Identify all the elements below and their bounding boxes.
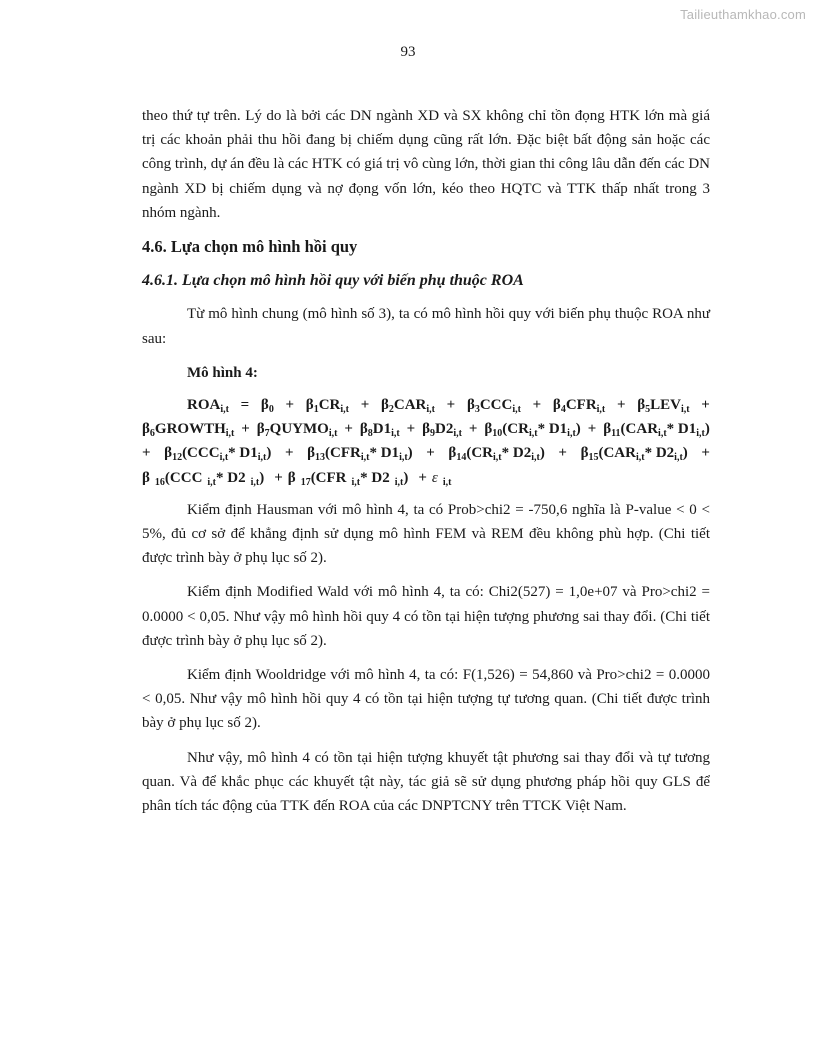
formula-term: $\beta_{12}(CCC_{i,t}*$ $D1_{i,t}$) [164, 445, 272, 464]
formula-term: $\beta_5LEV_{i,t}$ [637, 397, 690, 416]
formula-operator: + [274, 469, 283, 486]
watermark: Tailieuthamkhao.com [680, 7, 806, 22]
formula-term: $\beta_7QUYMO_{i,t}$ [256, 421, 338, 440]
formula-term: β $_{17}$(CFR $_{i,t}$* D2 $_{i,t}$) [287, 469, 409, 488]
formula-term: $\beta_9D2_{i,t}$ [422, 421, 462, 440]
formula-line [142, 441, 710, 465]
formula-term: $\beta_4CFR_{i,t}$ [552, 397, 606, 416]
formula-term: $\beta_3CCC_{i,t}$ [466, 397, 521, 416]
formula-operator: + [446, 397, 456, 414]
paragraph-conclusion: Như vậy, mô hình 4 có tồn tại hiện tượng khuyết tật phương sai thay đổi và tự tương quan. Và để khắc phục các khuyết tật này, tác giả sẽ sử dụng phương pháp hồi quy GLS để phân tích tác động của TTK đến ROA của các DNPTCNY trên TTCK Việt Nam. [142, 749, 710, 815]
page-number: 93 [400, 44, 416, 60]
formula-term: $\beta_8D1_{i,t}$ [359, 421, 400, 440]
paragraph-wooldridge-test: Kiểm định Wooldridge với mô hình 4, ta có: F(1,526) = 54,860 và Pro>chi2 = 0.0000 < 0,05. Như vậy mô hình hồi quy 4 có tồn tại hiện tượng tự tương quan. (Chi tiết được trình bày ở phụ lục số 2). [142, 667, 710, 732]
paragraph-wald-test: Kiểm định Modified Wald với mô hình 4, ta có: Chi2(527) = 1,0e+07 và Pro>chi2 = 0.0000 < 0,05. Như vậy mô hình hồi quy 4 có tồn tại hiện tượng phương sai thay đổi. (Chi tiết được trình bày ở phụ lục số 2). [142, 584, 710, 649]
formula-term: $\beta_2CAR_{i,t}$ [380, 397, 435, 416]
formula-operator: + [616, 397, 626, 414]
formula-operator: + [701, 397, 710, 414]
paragraph-intro: theo thứ tự trên. Lý do là bởi các DN ngành XD và SX không chỉ tồn đọng HTK lớn mà giá trị các khoản phải thu hồi đang bị chiếm dụng cũng rất lớn. Đặc biệt bất động sản hoặc các công trình, dự án đều là các HTK có giá trị vô cùng lớn, thời gian thi công lâu dẫn đến các DN ngành XD bị chiếm dụng và nợ đọng vốn lớn, kéo theo HQTC và TTK thấp nhất trong 3 nhóm ngành. [142, 108, 710, 221]
formula-line [142, 466, 710, 490]
formula-term: $\beta_{13}(CFR_{i,t}*$ $D1_{i,t}$) [307, 445, 413, 464]
formula-operator: + [344, 421, 353, 438]
subsection-heading: 4.6.1. Lựa chọn mô hình hồi quy với biến phụ thuộc ROA [142, 272, 524, 290]
formula-term: $\beta_{11}(CAR_{i,t}*$ $D1_{i,t}$) [603, 421, 710, 440]
formula-term: $ROA_{i,t}$ [187, 397, 229, 416]
formula-operator: + [426, 445, 435, 462]
formula-term: ε $_{i,t}$ [431, 469, 452, 488]
formula-term: $\beta_{10}(CR_{i,t}*$ $D1_{i,t}$) [484, 421, 581, 440]
document-body [142, 104, 710, 828]
formula-operator: + [587, 421, 597, 438]
paragraph-model-intro: Từ mô hình chung (mô hình số 3), ta có mô hình hồi quy với biến phụ thuộc ROA như sau: [142, 306, 710, 347]
formula-operator: + [468, 421, 478, 438]
formula-operator: + [241, 421, 250, 438]
formula-operator: + [284, 445, 294, 462]
formula-term: $\beta_{14}(CR_{i,t}*$ $D2_{i,t}$) [448, 445, 545, 464]
formula-term: β $_{16}$(CCC $_{i,t}$* D2 $_{i,t}$) [142, 469, 265, 488]
formula-operator: = [240, 397, 250, 414]
formula-operator: + [360, 397, 370, 414]
formula-term: $\beta_6GROWTH_{i,t}$ [142, 421, 235, 440]
formula-line [142, 417, 710, 441]
formula-operator: + [532, 397, 542, 414]
formula-term: $\beta_1CR_{i,t}$ [305, 397, 349, 416]
formula-operator: + [406, 421, 416, 438]
formula-operator: + [701, 445, 710, 462]
paragraph-hausman-test: Kiểm định Hausman với mô hình 4, ta có Prob>chi2 = -750,6 nghĩa là P-value < 0 < 5%, đủ cơ sở để khẳng định sử dụng mô hình FEM và REM đều không phù hợp. (Chi tiết được trình bày ở phụ lục số 2). [142, 501, 710, 567]
formula-operator: + [558, 445, 567, 462]
regression-formula [142, 393, 710, 490]
formula-operator: + [418, 469, 427, 486]
formula-operator: + [285, 397, 295, 414]
formula-operator: + [142, 445, 151, 462]
section-heading: 4.6. Lựa chọn mô hình hồi quy [142, 237, 358, 257]
model-label: Mô hình 4: [187, 364, 258, 381]
formula-line [142, 393, 710, 417]
formula-term: $\beta_0$ [260, 397, 274, 416]
formula-term: $\beta_{15}(CAR_{i,t}*$ $D2_{i,t}$) [580, 445, 688, 464]
